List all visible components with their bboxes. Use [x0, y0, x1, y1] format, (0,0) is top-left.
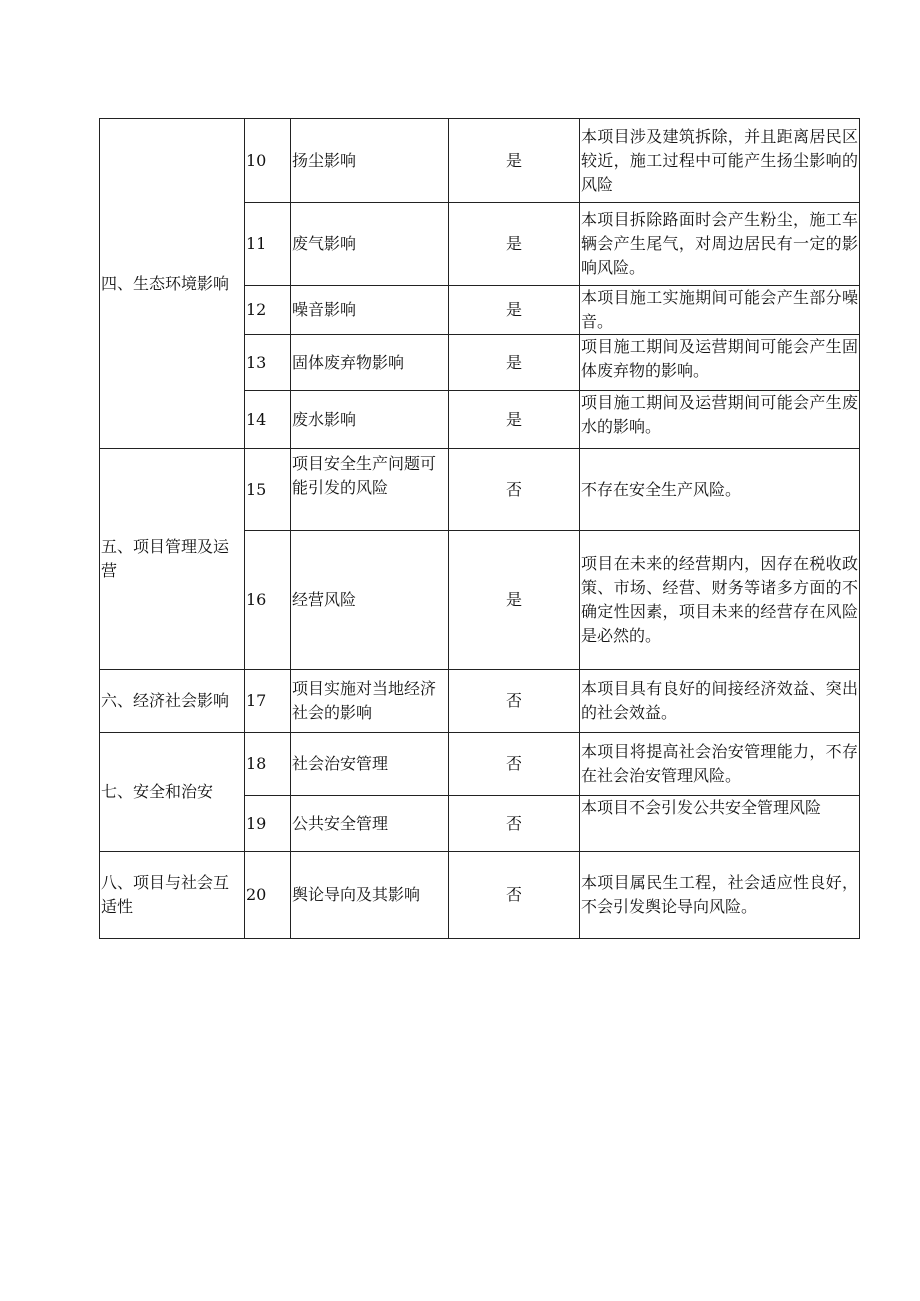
risk-description: 本项目涉及建筑拆除，并且距离居民区较近，施工过程中可能产生扬尘影响的风险: [580, 119, 860, 203]
table-row: [100, 733, 860, 796]
item-number: 14: [245, 391, 291, 449]
item-name: 噪音影响: [291, 286, 449, 335]
category-cell: 八、项目与社会互适性: [100, 852, 245, 939]
risk-answer: 否: [449, 449, 580, 531]
item-number: 20: [245, 852, 291, 939]
item-name: 废水影响: [291, 391, 449, 449]
risk-description: 本项目具有良好的间接经济效益、突出的社会效益。: [580, 670, 860, 733]
risk-assessment-table: [99, 118, 860, 939]
item-number: 16: [245, 531, 291, 670]
item-number: 12: [245, 286, 291, 335]
risk-answer: 是: [449, 119, 580, 203]
risk-answer: 是: [449, 335, 580, 391]
item-name: 废气影响: [291, 203, 449, 286]
risk-description: 本项目不会引发公共安全管理风险: [580, 796, 860, 852]
item-name: 项目安全生产问题可能引发的风险: [291, 449, 449, 531]
table-row: [100, 670, 860, 733]
item-number: 17: [245, 670, 291, 733]
item-number: 18: [245, 733, 291, 796]
item-number: 13: [245, 335, 291, 391]
category-cell: 四、生态环境影响: [100, 119, 245, 449]
category-cell: 六、经济社会影响: [100, 670, 245, 733]
risk-answer: 否: [449, 852, 580, 939]
risk-description: 不存在安全生产风险。: [580, 449, 860, 531]
item-name: 舆论导向及其影响: [291, 852, 449, 939]
risk-description: 项目施工期间及运营期间可能会产生固体废弃物的影响。: [580, 335, 860, 391]
category-cell: 五、项目管理及运营: [100, 449, 245, 670]
category-cell: 七、安全和治安: [100, 733, 245, 852]
item-name: 经营风险: [291, 531, 449, 670]
risk-answer: 是: [449, 286, 580, 335]
item-name: 固体废弃物影响: [291, 335, 449, 391]
risk-answer: 否: [449, 796, 580, 852]
item-name: 公共安全管理: [291, 796, 449, 852]
item-number: 19: [245, 796, 291, 852]
table-row: [100, 852, 860, 939]
item-name: 社会治安管理: [291, 733, 449, 796]
risk-answer: 是: [449, 531, 580, 670]
item-name: 项目实施对当地经济社会的影响: [291, 670, 449, 733]
table-row: [100, 119, 860, 203]
risk-description: 本项目拆除路面时会产生粉尘，施工车辆会产生尾气，对周边居民有一定的影响风险。: [580, 203, 860, 286]
risk-description: 本项目属民生工程，社会适应性良好，不会引发舆论导向风险。: [580, 852, 860, 939]
table-row: [100, 449, 860, 531]
risk-description: 本项目将提高社会治安管理能力，不存在社会治安管理风险。: [580, 733, 860, 796]
risk-answer: 是: [449, 203, 580, 286]
risk-answer: 否: [449, 733, 580, 796]
item-number: 10: [245, 119, 291, 203]
risk-description: 本项目施工实施期间可能会产生部分噪音。: [580, 286, 860, 335]
risk-answer: 是: [449, 391, 580, 449]
risk-description: 项目施工期间及运营期间可能会产生废水的影响。: [580, 391, 860, 449]
risk-description: 项目在未来的经营期内，因存在税收政策、市场、经营、财务等诸多方面的不确定性因素，项目未来的经营存在风险是必然的。: [580, 531, 860, 670]
item-name: 扬尘影响: [291, 119, 449, 203]
risk-answer: 否: [449, 670, 580, 733]
item-number: 15: [245, 449, 291, 531]
item-number: 11: [245, 203, 291, 286]
